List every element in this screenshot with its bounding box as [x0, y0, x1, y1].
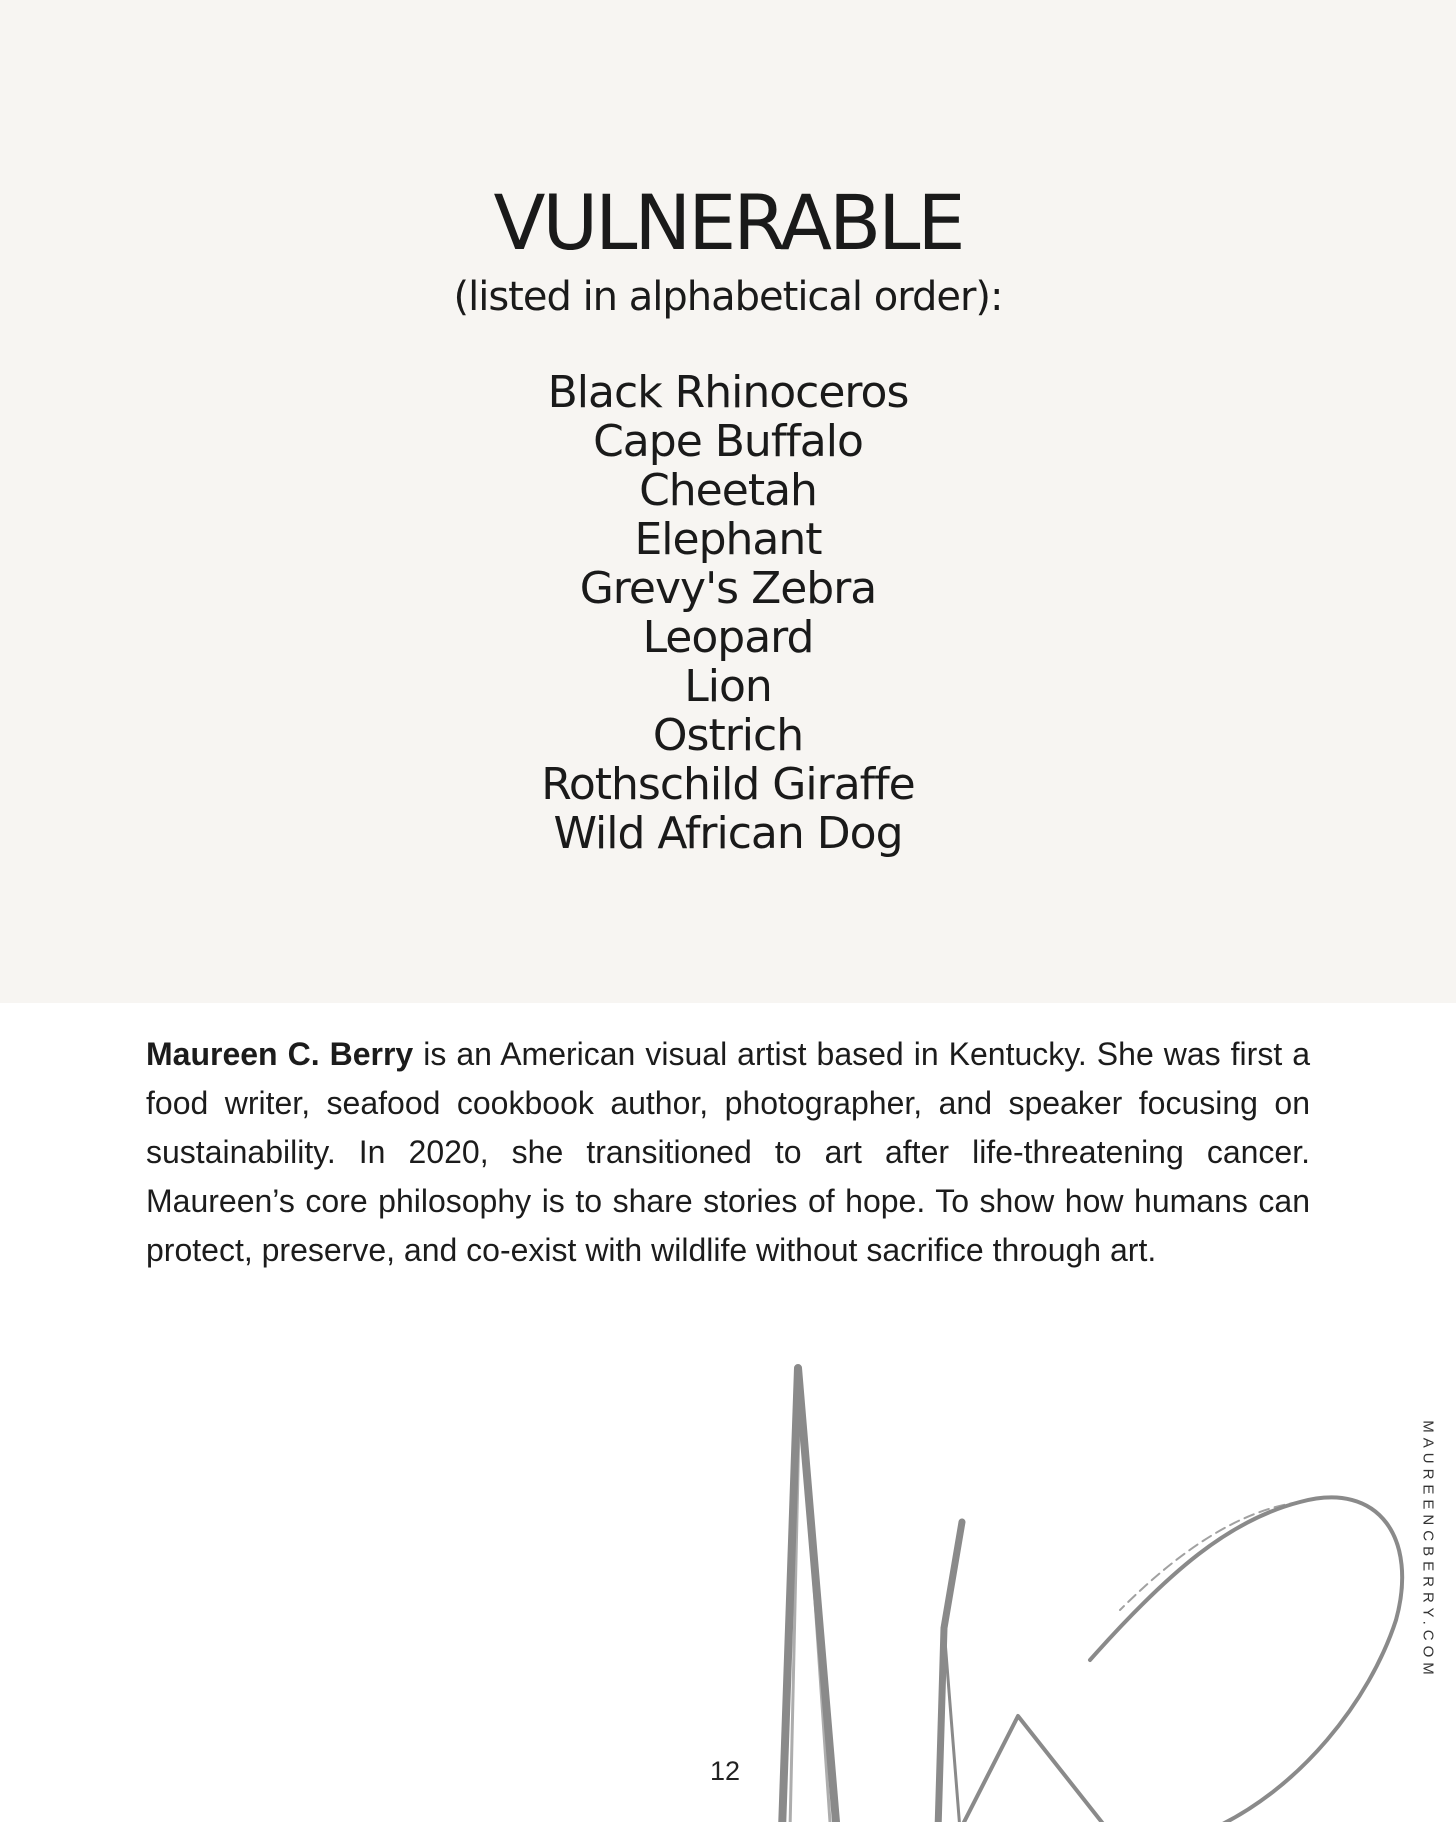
page-subtitle: (listed in alphabetical order):: [453, 274, 1003, 320]
signature-stroke: [960, 1716, 1108, 1822]
list-item: Leopard: [642, 612, 814, 663]
list-item: Black Rhinoceros: [547, 367, 909, 418]
list-item: Cape Buffalo: [593, 416, 863, 467]
list-item: Rothschild Giraffe: [541, 759, 915, 810]
signature-stroke: [782, 1368, 836, 1822]
signature-graphic: [760, 1360, 1420, 1822]
list-item: Cheetah: [639, 465, 817, 516]
signature-stroke: [1090, 1497, 1402, 1822]
list-item: Wild African Dog: [553, 808, 903, 859]
list-item: Elephant: [634, 514, 822, 565]
website-url: MAURΕENCBERRY.COM: [1419, 1420, 1437, 1680]
signature-stroke: [938, 1522, 962, 1822]
species-list: [0, 368, 1456, 858]
signature-stroke: [1120, 1502, 1300, 1610]
list-item: Grevy's Zebra: [579, 563, 877, 614]
page-title: VULNERABLE: [493, 178, 963, 267]
page-number: 12: [709, 1756, 741, 1786]
list-item: Lion: [684, 661, 772, 712]
signature-stroke: [944, 1628, 960, 1822]
artist-name: Maureen C. Berry: [146, 1036, 414, 1072]
list-item: Ostrich: [652, 710, 804, 761]
artist-bio: [146, 1030, 1310, 1275]
bio-text: is an American visual artist based in Kentucky. She was first a food writer, seafood cookbook author, photographer, and speaker focusing on sustainability. In 2020, she transitioned to art after life-threatening cancer. Maureen’s core philosophy is to share stories of hope. To show how humans can protect, preserve, and co-exist with wildlife without sacrifice through art.: [146, 1036, 1311, 1268]
